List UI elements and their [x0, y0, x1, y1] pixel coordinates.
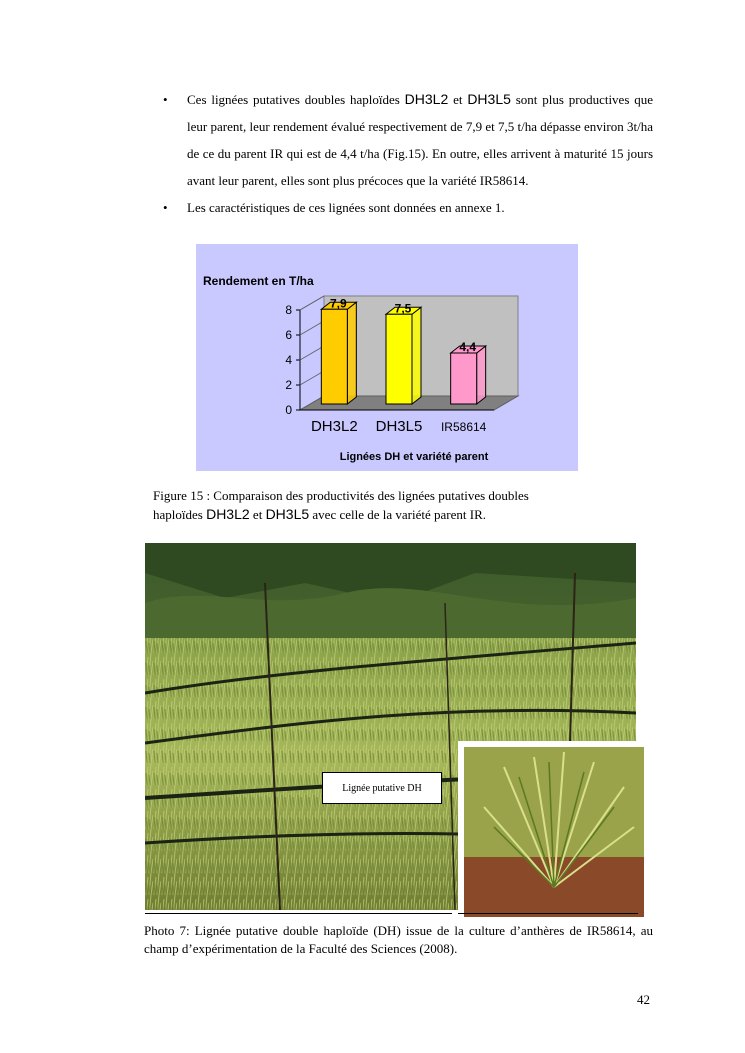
line-code-dh3l2: DH3L2	[404, 91, 449, 107]
line-code-dh3l5: DH3L5	[467, 91, 511, 107]
bullet-list	[163, 86, 653, 221]
bullet-dot: •	[163, 92, 168, 107]
photo-label-box: Lignée putative DH	[322, 772, 442, 804]
figure-caption-line2	[153, 505, 633, 524]
chart-bar-value-label: 7,5	[394, 301, 412, 316]
chart-bar-ir58614	[451, 346, 486, 404]
figure-caption-mid: et	[249, 507, 266, 522]
figure-caption-post: avec celle de la variété parent IR.	[309, 507, 486, 522]
bullet-text-annex: Les caractéristiques de ces lignées sont données en annexe 1.	[187, 200, 505, 215]
chart-bar-side	[477, 346, 486, 404]
chart-bar-dh3l2	[321, 302, 356, 404]
figure-caption	[153, 487, 633, 524]
chart-category-label: DH3L2	[310, 418, 358, 435]
figure-code-dh3l2: DH3L2	[206, 506, 250, 522]
chart-y-tick-label: 6	[285, 328, 292, 342]
photo-rule-right	[458, 913, 638, 914]
chart-bar-dh3l5	[386, 307, 421, 404]
chart-bar-front	[386, 314, 412, 404]
chart-category-label: IR58614	[440, 420, 487, 434]
chart-y-tick-label: 0	[285, 403, 292, 417]
chart-bar-side	[412, 307, 421, 404]
bullet-item-productivity	[163, 86, 653, 194]
photo-caption: Photo 7: Lignée putative double haploïde (DH) issue de la culture d’anthères de IR58614, au champ d’expérimentation de la Faculté des Sciences (2008).	[144, 923, 653, 956]
bullet-item-annex	[163, 194, 653, 221]
chart-y-tick-label: 2	[285, 378, 292, 392]
chart-title: Rendement en T/ha	[203, 274, 314, 288]
page-number: 42	[637, 992, 650, 1007]
inset-photo-illustration	[464, 747, 644, 917]
photo-rule-left	[145, 913, 452, 914]
chart-bar-value-label: 4,4	[459, 340, 477, 354]
chart-category-label: DH3L5	[375, 418, 423, 435]
chart-y-tick-label: 8	[285, 303, 292, 317]
bullet-text-part3: sont plus productives que leur parent, leur rendement évalué respectivement de 7,9 et 7,5 t/ha dépasse environ 3t/ha de ce du parent IR qui est de 4,4 t/ha (Fig.15). En outre, elles arrivent à maturité 15 jours avant leur parent, elles sont plus précoces que la variété IR58614.	[187, 92, 653, 188]
figure-code-dh3l5: DH3L5	[265, 506, 310, 522]
chart-bar-front	[321, 309, 347, 404]
bullet-dot: •	[163, 200, 168, 215]
chart-bar-side	[347, 302, 356, 404]
chart-bar-front	[451, 353, 477, 404]
bullet-text-part2: et	[448, 92, 468, 107]
figure-caption-line1: Figure 15 : Comparaison des productivités des lignées putatives doubles	[153, 488, 529, 503]
figure-caption-pre: haploïdes	[153, 507, 207, 522]
bullet-text-part1: Ces lignées putatives doubles haploïdes	[187, 92, 405, 107]
chart-svg	[196, 244, 578, 471]
chart-y-tick-label: 4	[285, 353, 292, 367]
chart-x-label: Lignées DH et variété parent	[339, 451, 489, 463]
chart-bar-value-label: 7,9	[329, 296, 347, 311]
inset-photo	[458, 741, 644, 917]
yield-bar-chart	[196, 244, 578, 471]
